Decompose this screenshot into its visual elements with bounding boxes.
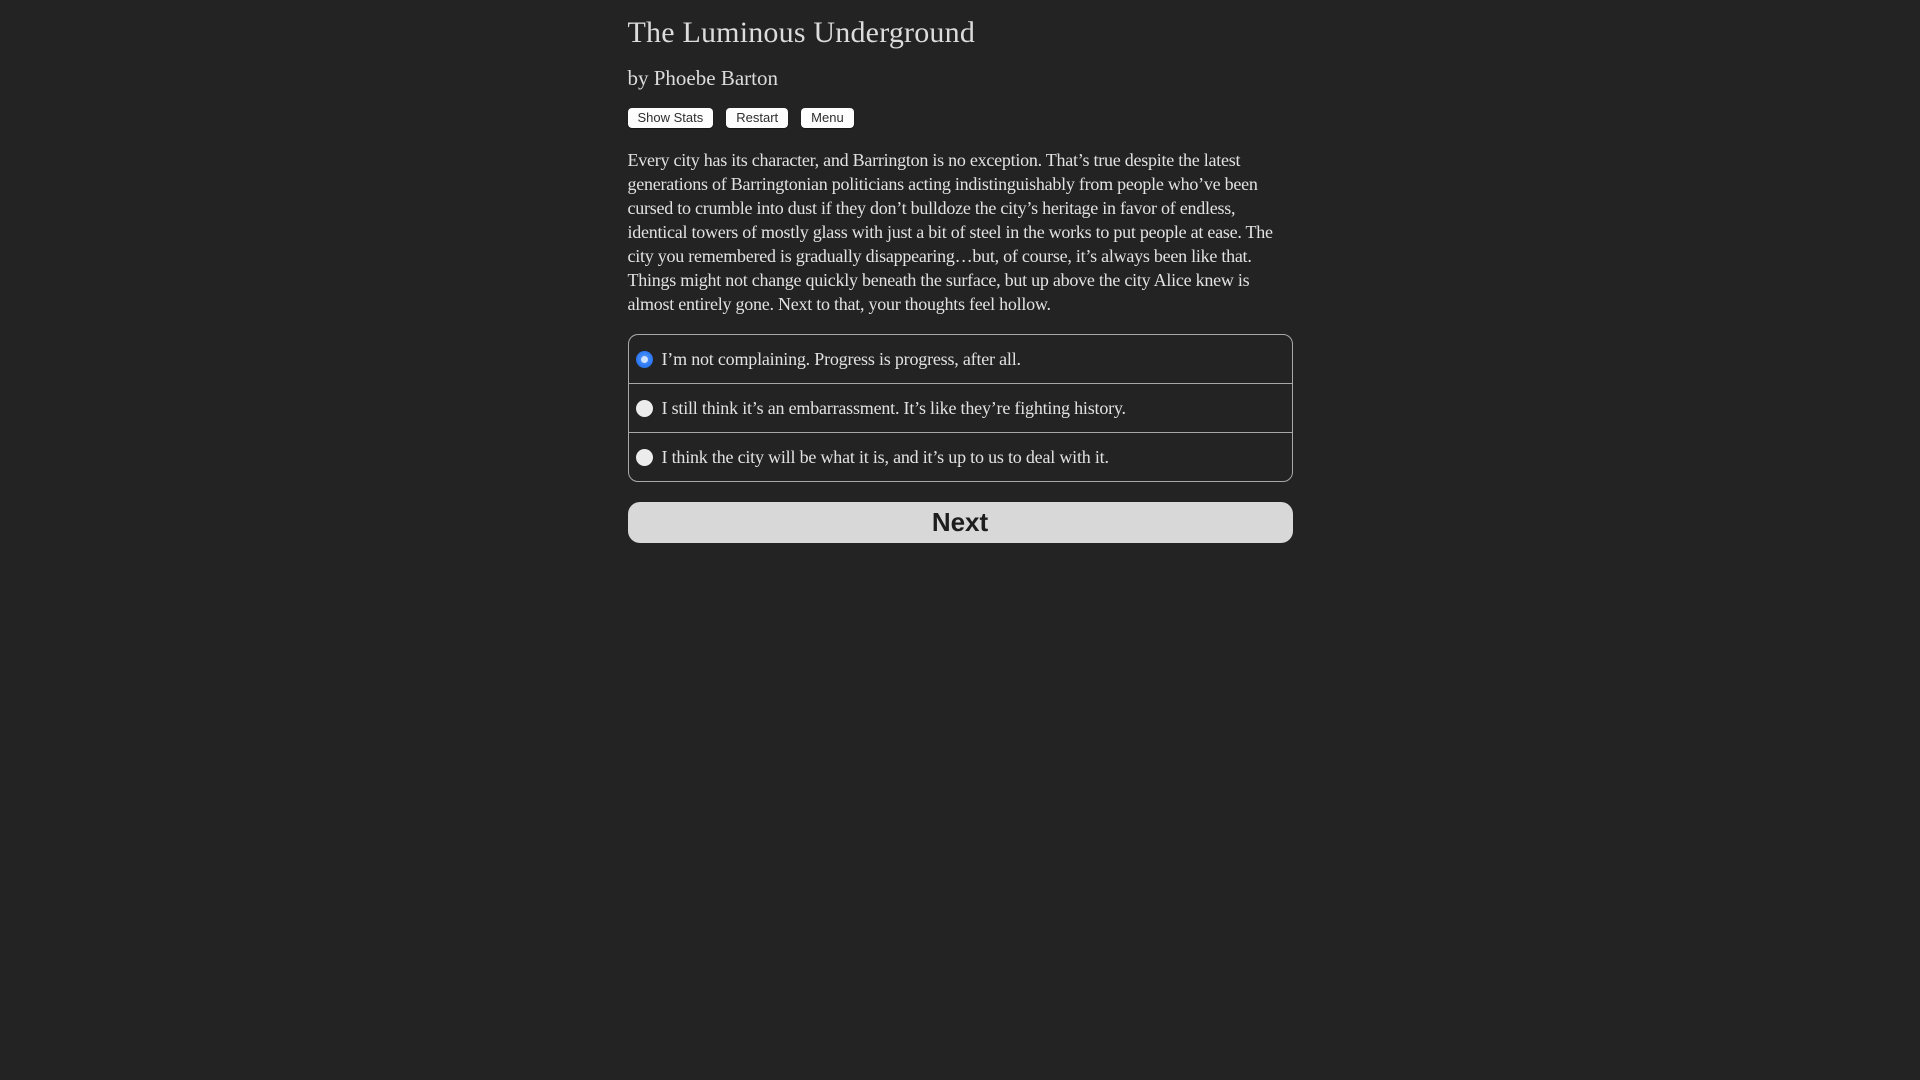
restart-button[interactable]: Restart <box>726 108 788 128</box>
menu-button[interactable]: Menu <box>801 108 854 128</box>
choice-option-3[interactable] <box>629 432 1292 481</box>
choice-option-1[interactable] <box>629 335 1292 383</box>
radio-button-icon[interactable] <box>636 400 653 417</box>
story-paragraph: Every city has its character, and Barrington is no exception. That’s true despite the latest generations of Barringtonian politicians acting indistinguishably from people who’ve been cursed to crumble into dust if they don’t bulldoze the city’s heritage in favor of endless, identical towers of mostly glass with just a bit of steel in the works to put people at ease. The city you remembered is gradually disappearing…but, of course, it’s always been like that. Things might not change quickly beneath the surface, but up above the city Alice knew is almost entirely gone. Next to that, your thoughts feel hollow. <box>627 150 1273 314</box>
game-author: by Phoebe Barton <box>627 66 778 90</box>
choice-option-2[interactable] <box>629 383 1292 432</box>
next-button[interactable]: Next <box>628 502 1293 543</box>
show-stats-button[interactable]: Show Stats <box>628 108 714 128</box>
choice-option-label: I still think it’s an embarrassment. It’s like they’re fighting history. <box>661 398 1126 418</box>
choice-option-label: I’m not complaining. Progress is progress, after all. <box>661 349 1021 369</box>
toolbar <box>628 108 1293 128</box>
game-title: The Luminous Underground <box>627 16 976 49</box>
game-page <box>628 0 1293 543</box>
choice-option-label: I think the city will be what it is, and it’s up to us to deal with it. <box>661 447 1109 467</box>
choice-group <box>628 334 1293 482</box>
radio-button-icon[interactable] <box>636 351 653 368</box>
radio-button-icon[interactable] <box>636 449 653 466</box>
